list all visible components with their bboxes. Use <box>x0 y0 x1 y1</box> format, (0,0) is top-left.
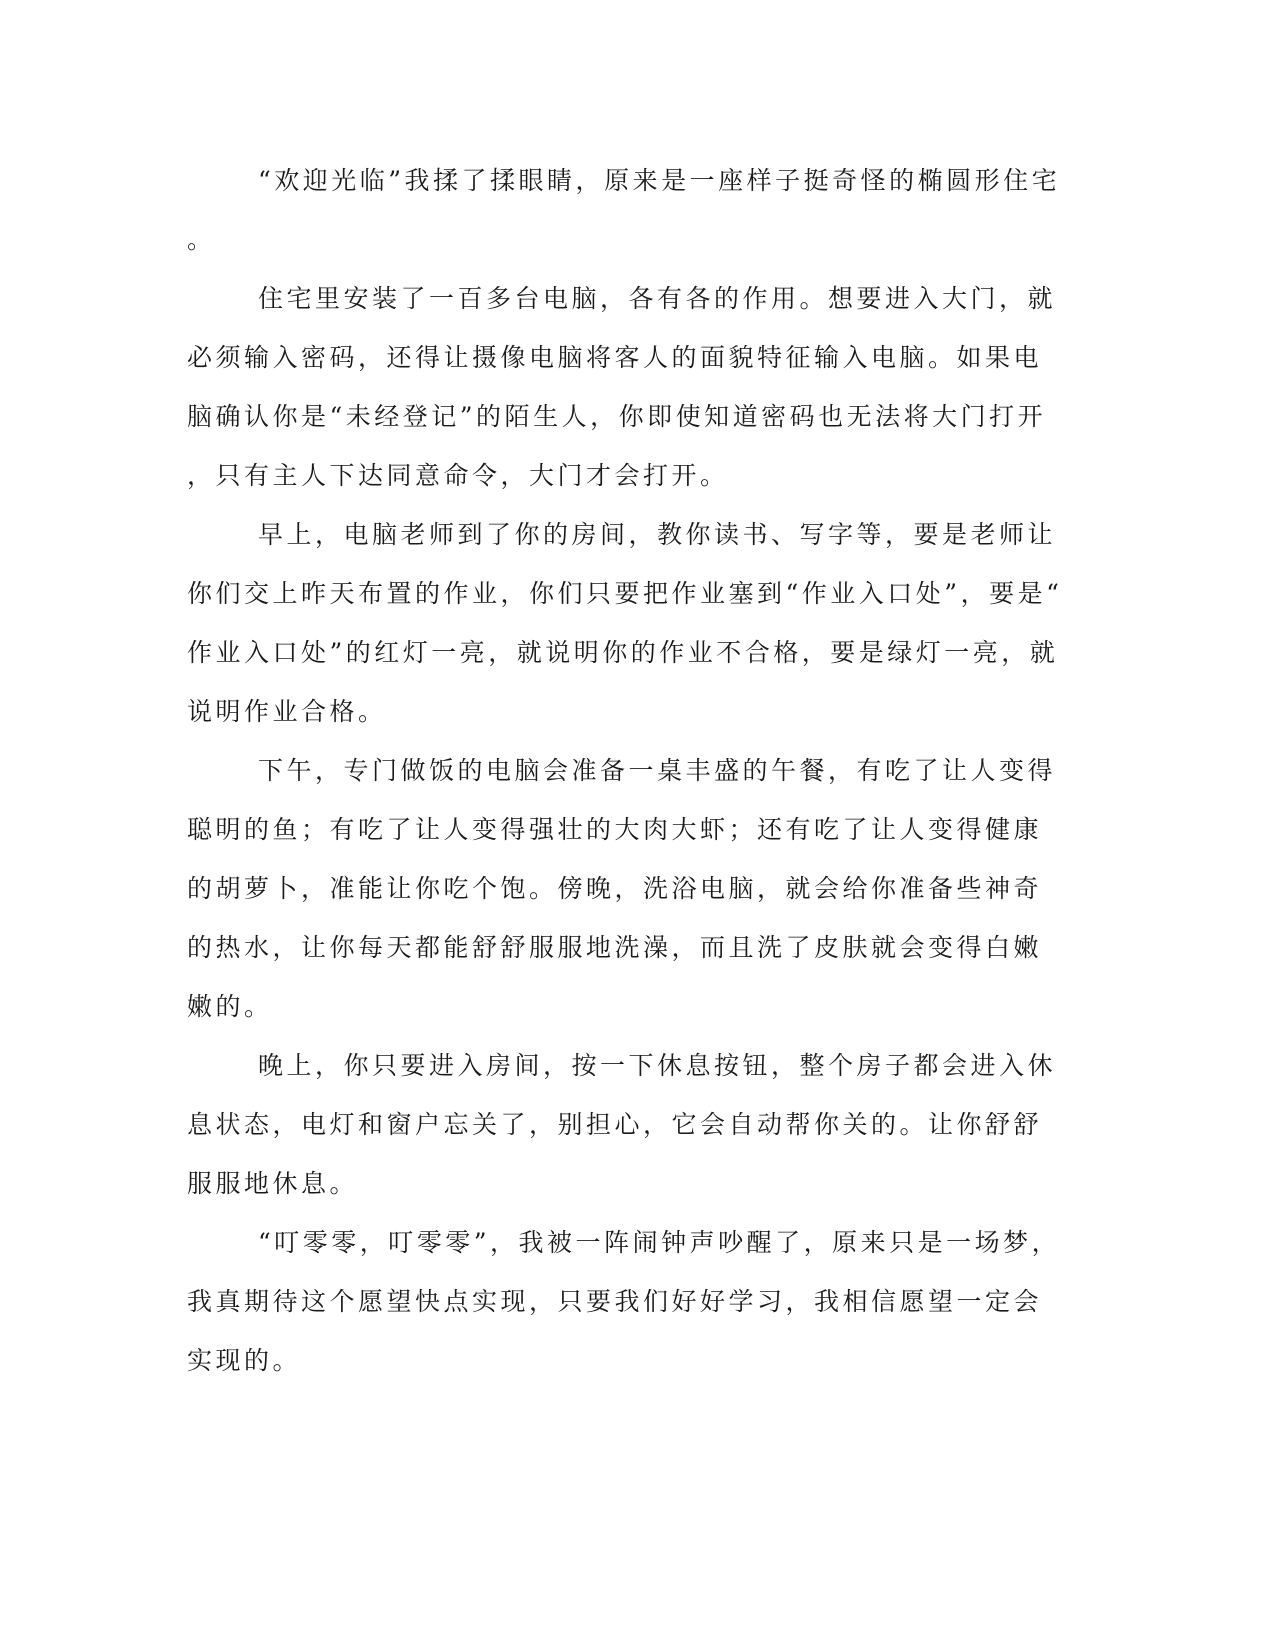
text-line: 。 <box>187 225 216 254</box>
text-line: 作业入口处”的红灯一亮，就说明你的作业不合格，要是绿灯一亮，就 <box>187 638 1059 667</box>
text-line: ，只有主人下达同意命令，大门才会打开。 <box>187 461 729 490</box>
text-line: 晚上，你只要进入房间，按一下休息按钮，整个房子都会进入休 <box>258 1051 1057 1080</box>
text-line: 聪明的鱼；有吃了让人变得强壮的大肉大虾；还有吃了让人变得健康 <box>187 815 1043 844</box>
text-line: 嫩的。 <box>187 992 273 1021</box>
text-line: 息状态，电灯和窗户忘关了，别担心，它会自动帮你关的。让你舒舒 <box>187 1110 1043 1139</box>
text-line: 的胡萝卜，准能让你吃个饱。傍晚，洗浴电脑，就会给你准备些神奇 <box>187 874 1043 903</box>
text-line: 下午，专门做饭的电脑会准备一桌丰盛的午餐，有吃了让人变得 <box>258 756 1057 785</box>
text-line: 脑确认你是“未经登记”的陌生人，你即使知道密码也无法将大门打开 <box>187 402 1047 431</box>
text-line: 的热水，让你每天都能舒舒服服地洗澡，而且洗了皮肤就会变得白嫩 <box>187 933 1043 962</box>
text-line: 服服地休息。 <box>187 1169 359 1198</box>
text-line: 住宅里安装了一百多台电脑，各有各的作用。想要进入大门，就 <box>258 284 1057 313</box>
text-line: “欢迎光临”我揉了揉眼睛，原来是一座样子挺奇怪的椭圆形住宅 <box>258 166 1061 195</box>
text-line: 说明作业合格。 <box>187 697 387 726</box>
text-line: 早上，电脑老师到了你的房间，教你读书、写字等，要是老师让 <box>258 520 1057 549</box>
text-line: “叮零零，叮零零”，我被一阵闹钟声吵醒了，原来只是一场梦， <box>258 1228 1061 1257</box>
text-line: 你们交上昨天布置的作业，你们只要把作业塞到“作业入口处”，要是“ <box>187 579 1063 608</box>
text-line: 实现的。 <box>187 1346 302 1375</box>
text-line: 我真期待这个愿望快点实现，只要我们好好学习，我相信愿望一定会 <box>187 1287 1043 1316</box>
text-line: 必须输入密码，还得让摄像电脑将客人的面貌特征输入电脑。如果电 <box>187 343 1043 372</box>
